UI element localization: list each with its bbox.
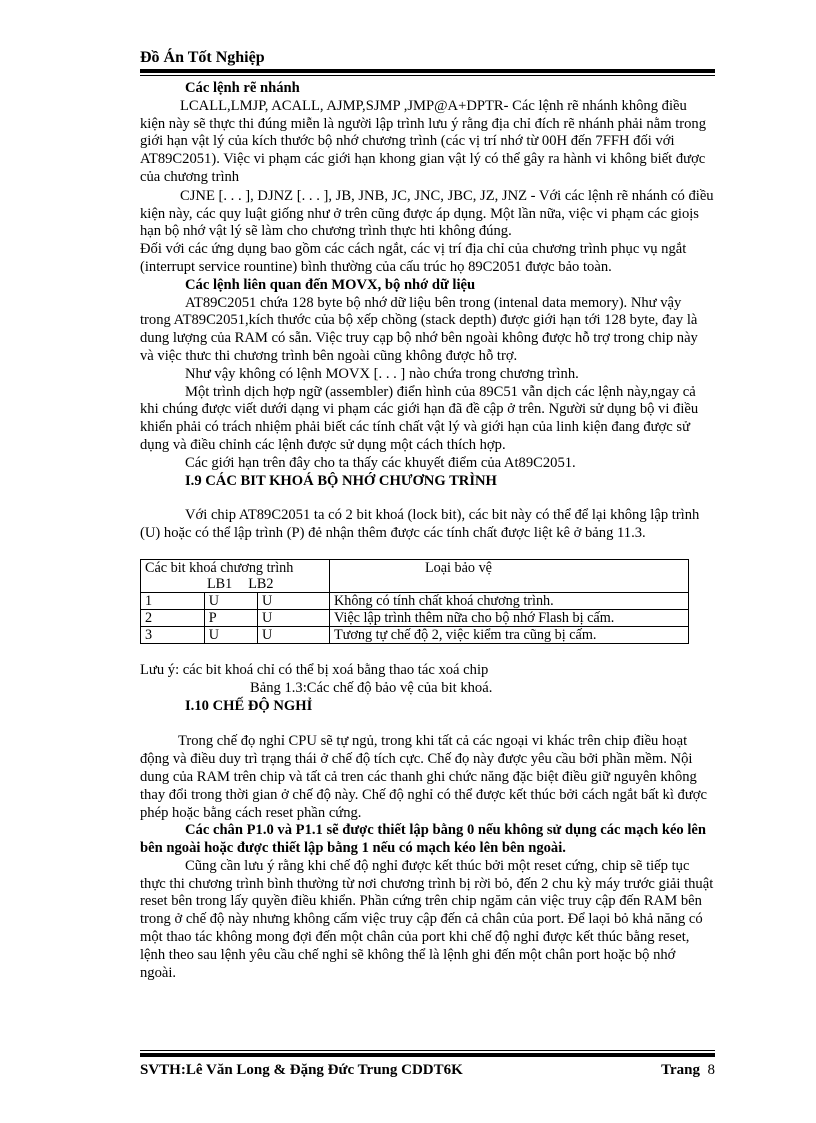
page-content <box>140 80 715 982</box>
lock-bit-table <box>140 559 689 644</box>
lb1-label: LB1 <box>207 575 233 592</box>
table-row <box>141 592 689 609</box>
table-header-row <box>141 559 689 592</box>
table-cell: U <box>204 626 257 643</box>
header-rule <box>140 69 715 73</box>
table-cell: P <box>204 609 257 626</box>
paragraph: Đối với các ứng dụng bao gồm các cách ngắt, các vị trí địa chỉ của chương trình phục vụ ngắt (interrupt service rountine) bình thường của cấu trúc họ 89C2051 được bảo toàn. <box>140 241 687 275</box>
table-cell: 3 <box>141 626 205 643</box>
heading-idle-mode: I.10 CHẾ ĐỘ NGHỈ <box>185 697 313 714</box>
page-number: 8 <box>707 1062 715 1078</box>
paragraph: Cũng cần lưu ý rằng khi chế độ nghỉ được kết thúc bởi một reset cứng, chip sẽ tiếp tục thực thi chương trình bình thường từ nơi chương trình bị rời bỏ, đến 2 chu kỳ máy trước giải thuật reset bên trong lấy quyền điều khiển. Phần cứng trên chip ngăm cản việc truy cập đến RAM bên trong ở chế độ này nhưng không cấm việc truy cập đến cả chân của port. Để laọi bỏ khả năng có một thao tác không mong đợi đến một chân của port khi chế độ nghỉ được kết thúc bằng reset, lệnh theo sau lệnh yêu cầu chế nghỉ sẽ không thể là lệnh ghi đến một chân port hoặc bộ nhớ ngoài. <box>140 857 714 981</box>
paragraph: LCALL,LMJP, ACALL, AJMP,SJMP ,JMP@A+DPTR- Các lệnh rẽ nhánh không điều kiện này sẽ thực thi đúng miễn là người lập trình lưu ý rằng địa chỉ đích rẽ nhánh phải nằm trong giới hạn vật lý của kích thước bộ nhớ chương trình (các vị trí nhớ từ 00H đến 7FFH đối với AT89C2051). Việc vi phạm các giới hạn khong gian vật lý có thể gây ra hành vi không biết được của chương trình <box>140 97 707 185</box>
page-header <box>140 48 715 68</box>
heading-movx: Các lệnh liên quan đến MOVX, bộ nhớ dữ liệu <box>185 276 476 293</box>
paragraph: Trong chế đọ nghỉ CPU sẽ tự ngủ, trong khi tất cả các ngoại vi khác trên chip điều hoạt động và điều duy trì trạng thái ở chế độ tích cực. Chế đọ này được yêu cầu bởi phần mềm. Nội dung của RAM trên chip và tất cả tren các thanh ghi chức năng đặc biệt điều giữ nguyên không thay đổi trong thời gian ở chế độ này. Chế độ nghỉ có thể được kết thúc bởi cách ngắt bất kì được phép hoặc bằng cách reset phần cứng. <box>140 733 707 821</box>
table-cell: 1 <box>141 592 205 609</box>
table-header-text: Các bit khoá chương trình <box>145 559 294 576</box>
table-cell: Tương tự chế độ 2, việc kiểm tra cũng bị cấm. <box>330 626 689 643</box>
header-rule-thin <box>140 75 715 76</box>
table-cell: U <box>257 592 329 609</box>
table-header-cell <box>141 559 330 592</box>
lb2-label: LB2 <box>248 575 274 592</box>
paragraph: AT89C2051 chứa 128 byte bộ nhớ dữ liệu bên trong (intenal data memory). Như vậy trong AT89C2051,kích thước của bộ xếp chồng (stack depth) được giới hạn tới 128 byte, đay là dung lượng của RAM có sẵn. Việc truy cạp bộ nhớ bên ngoài không được hỗ trợ trong chip này và việc thưc thi chương trình bên ngoài cũng không được hỗ trợ. <box>140 294 698 364</box>
table-row <box>141 626 689 643</box>
paragraph: Với chip AT89C2051 ta có 2 bit khoá (lock bit), các bit này có thể để lại không lập trình (U) hoặc có thể lập trình (P) đẻ nhận thêm được các tính chất được liệt kê ở bảng 11.3. <box>140 507 700 542</box>
table-cell: Không có tính chất khoá chương trình. <box>330 592 689 609</box>
footer-author: SVTH:Lê Văn Long & Đặng Đức Trung CDDT6K <box>140 1062 463 1078</box>
heading-branch-instructions: Các lệnh rẽ nhánh <box>185 80 300 96</box>
paragraph: Một trình dịch hợp ngữ (assembler) điển hình của 89C51 vẫn dịch các lệnh này,ngay cả khi chúng được viết dưới dạng vi phạm các giới hạn đã đề cập ở trên. Người sử dụng bộ vi điều khiển phải có trách nhiệm phải biết các tính chất vật lý và giới hạn của linh kiện đang được sử dụng và điều chỉnh các lệnh được sử dụng một cách thích hợp. <box>140 383 699 453</box>
paragraph: Như vậy không có lệnh MOVX [. . . ] nào chứa trong chương trình. <box>185 365 579 382</box>
page-number-block <box>661 1060 715 1080</box>
document-title: Đồ Án Tốt Nghiệp <box>140 49 265 66</box>
page-footer <box>140 1060 715 1080</box>
paragraph-bold: Các chân P1.0 và P1.1 sẽ được thiết lập bằng 0 nếu không sử dụng các mạch kéo lên bên ngoài hoặc được thiết lập bằng 1 nếu có mạch kéo lên bên ngoài. <box>140 822 707 857</box>
bold-text: Các chân P1.0 và P1.1 sẽ được thiết lập bằng 0 nếu không sử dụng các mạch kéo lên bên ngoài hoặc được thiết lập bằng 1 nếu có mạch kéo lên bên ngoài <box>140 822 707 857</box>
heading-lock-bits: I.9 CÁC BIT KHOÁ BỘ NHỚ CHƯƠNG TRÌNH <box>185 472 497 489</box>
paragraph: Các giới hạn trên đây cho ta thấy các khuyết điểm của At89C2051. <box>185 454 576 471</box>
table-header-cell: Loại bảo vệ <box>330 559 689 592</box>
table-cell: U <box>204 592 257 609</box>
table-cell: U <box>257 609 329 626</box>
table-row <box>141 609 689 626</box>
note-text: Lưu ý: các bit khoá chỉ có thể bị xoá bằng thao tác xoá chip <box>140 661 489 678</box>
table-cell: Việc lập trình thêm nữa cho bộ nhớ Flash bị cấm. <box>330 609 689 626</box>
table-cell: U <box>257 626 329 643</box>
table-caption: Bảng 1.3:Các chế độ bảo vệ của bit khoá. <box>250 679 493 696</box>
footer-rule-thin <box>140 1050 715 1051</box>
page-label: Trang <box>661 1062 700 1078</box>
paragraph: CJNE [. . . ], DJNZ [. . . ], JB, JNB, JC, JNC, JBC, JZ, JNZ - Với các lệnh rẽ nhánh có điều kiện này, các quy luật giống như ở trên cũng được áp dụng. Một lần nữa, việc vi phạm các gioịs hạn bộ nhớ vật lý sẽ làm cho chương trình thực hti không đúng. <box>140 187 714 240</box>
footer-rule <box>140 1053 715 1057</box>
table-cell: 2 <box>141 609 205 626</box>
table-subheader <box>145 576 325 592</box>
